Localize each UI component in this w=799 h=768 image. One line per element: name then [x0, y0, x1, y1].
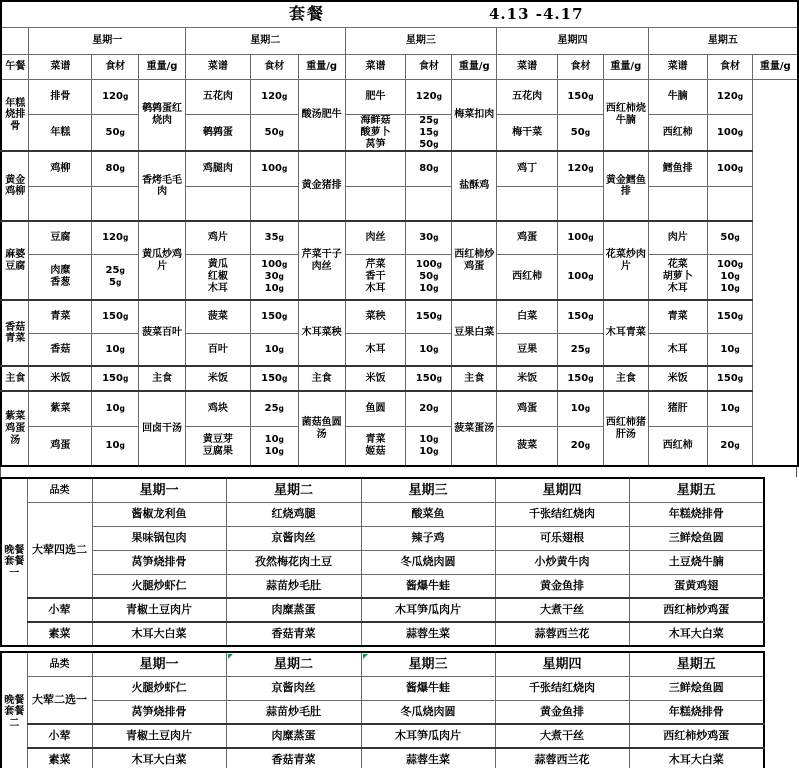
ingredient-cell: 海鲜菇 酸萝卜 莴笋 [345, 115, 406, 152]
weight-cell [406, 186, 452, 221]
ingredient-cell: 鸡柳 [29, 151, 92, 186]
ingredient-cell: 木耳 [648, 333, 707, 366]
page-title: 套餐 [288, 4, 325, 23]
date-range: 4.13 -4.17 [489, 5, 584, 23]
dish-name-cell: 西红柿烧牛腩 [603, 80, 648, 152]
table-row [1, 502, 764, 526]
dinner-dish-cell: 莴笋烧排骨 [92, 550, 226, 574]
ingredient-cell [29, 186, 92, 221]
table-row [1, 151, 798, 186]
weight-cell: 120g [406, 80, 452, 115]
weight-cell: 100g 10g 10g [707, 254, 753, 300]
lunch-col-header: 重量/g [298, 55, 345, 80]
weight-cell: 100g [558, 221, 604, 254]
table-row [1, 550, 764, 574]
weight-cell: 50g [92, 115, 139, 152]
dish-name-cell: 菌菇鱼圆汤 [298, 391, 345, 466]
lunch-table-body [1, 80, 798, 467]
weight-cell: 50g [250, 115, 298, 152]
table-row [1, 676, 764, 700]
ingredient-cell: 排骨 [29, 80, 92, 115]
ingredient-cell: 五花肉 [186, 80, 251, 115]
dinner-dish-cell: 黄金鱼排 [495, 700, 629, 724]
ingredient-cell: 西红柿 [497, 254, 558, 300]
dish-name-cell: 梅菜扣肉 [452, 80, 497, 152]
dinner-dish-cell: 木耳笋瓜肉片 [361, 598, 495, 622]
weight-cell [92, 186, 139, 221]
dinner-day-header: 星期一 [92, 652, 226, 676]
weight-cell: 120g [92, 221, 139, 254]
ingredient-cell: 肉片 [648, 221, 707, 254]
dinner-dish-cell: 西红柿炒鸡蛋 [629, 724, 764, 748]
dinner-header-row [1, 652, 764, 676]
dinner-category-cell: 素菜 [27, 748, 92, 768]
weight-cell: 150g [406, 300, 452, 333]
dish-name-cell: 西红柿炒鸡蛋 [452, 221, 497, 300]
dinner-dish-cell: 酱爆牛蛙 [361, 574, 495, 598]
dinner-dish-cell: 木耳大白菜 [629, 748, 764, 768]
weight-cell: 10g [92, 391, 139, 426]
ingredient-cell: 黄瓜 红椒 木耳 [186, 254, 251, 300]
weight-cell: 10g [92, 426, 139, 466]
dinner-day-header: 星期五 [629, 478, 764, 502]
weight-cell: 80g [406, 151, 452, 186]
lunch-col-header: 食材 [558, 55, 604, 80]
dinner-dish-cell: 可乐翅根 [495, 526, 629, 550]
lunch-col-header: 食材 [406, 55, 452, 80]
dinner-dish-cell: 京酱肉丝 [226, 676, 361, 700]
dinner-dish-cell: 蒜苗炒毛肚 [226, 574, 361, 598]
weight-cell: 50g [707, 221, 753, 254]
ingredient-cell: 青菜 姬菇 [345, 426, 406, 466]
lunch-col-header: 重量/g [753, 55, 798, 80]
dish-name-cell: 香烤毛毛肉 [139, 151, 186, 221]
dinner-dish-cell: 西红柿炒鸡蛋 [629, 598, 764, 622]
weight-cell: 30g [406, 221, 452, 254]
weight-cell: 20g [707, 426, 753, 466]
weight-cell: 150g [92, 300, 139, 333]
dinner-dish-cell: 果味锅包肉 [92, 526, 226, 550]
ingredient-cell: 菜秧 [345, 300, 406, 333]
ingredient-cell: 五花肉 [497, 80, 558, 115]
dish-name-cell: 木耳青菜 [603, 300, 648, 366]
lunch-col-header: 重量/g [139, 55, 186, 80]
dinner-dish-cell: 蛋黄鸡翅 [629, 574, 764, 598]
dinner-dish-cell: 小炒黄牛肉 [495, 550, 629, 574]
ingredient-cell: 豆果 [497, 333, 558, 366]
dinner-dish-cell: 土豆烧牛腩 [629, 550, 764, 574]
weight-cell: 100g 30g 10g [250, 254, 298, 300]
dish-name-cell: 麻婆豆腐 [1, 221, 29, 300]
dish-name-cell: 黄瓜炒鸡片 [139, 221, 186, 300]
ingredient-cell: 青菜 [29, 300, 92, 333]
table-row [1, 300, 798, 333]
ingredient-cell: 鸡块 [186, 391, 251, 426]
dish-name-cell: 主食 [139, 366, 186, 391]
weight-cell: 150g [558, 300, 604, 333]
ingredient-cell: 鱼圆 [345, 391, 406, 426]
dinner-dish-cell: 青椒土豆肉片 [92, 598, 226, 622]
ingredient-cell: 米饭 [648, 366, 707, 391]
weight-cell: 25g 5g [92, 254, 139, 300]
ingredient-cell: 芹菜 香干 木耳 [345, 254, 406, 300]
dinner-dish-cell: 肉糜蒸蛋 [226, 724, 361, 748]
ingredient-cell: 豆腐 [29, 221, 92, 254]
lunch-col-header: 食材 [250, 55, 298, 80]
weight-cell: 100g [558, 254, 604, 300]
corner-cell [1, 28, 29, 55]
table-row [1, 186, 798, 221]
dish-name-cell: 菠菜蛋汤 [452, 391, 497, 466]
weight-cell: 10g [707, 333, 753, 366]
ingredient-cell: 米饭 [186, 366, 251, 391]
weight-cell: 10g [707, 391, 753, 426]
spacer-row [0, 467, 797, 477]
ingredient-cell: 西红柿 [648, 426, 707, 466]
ingredient-cell: 年糕 [29, 115, 92, 152]
dinner-category-header: 品类 [27, 478, 92, 502]
ingredient-cell: 木耳 [345, 333, 406, 366]
dinner-dish-cell: 孜然梅花肉土豆 [226, 550, 361, 574]
weight-cell: 25g [558, 333, 604, 366]
dinner-category-cell: 大荤二选一 [27, 676, 92, 724]
weight-cell: 10g [250, 333, 298, 366]
dish-name-cell: 主食 [603, 366, 648, 391]
ingredient-cell: 肉丝 [345, 221, 406, 254]
lunch-meal-label: 午餐 [1, 55, 29, 80]
dish-name-cell: 紫菜鸡蛋汤 [1, 391, 29, 466]
weight-cell: 20g [406, 391, 452, 426]
ingredient-cell: 米饭 [345, 366, 406, 391]
weight-cell: 100g [707, 115, 753, 152]
lunch-col-header: 菜谱 [29, 55, 92, 80]
dinner-dish-cell: 酱椒龙利鱼 [92, 502, 226, 526]
table-row [1, 115, 798, 152]
table-row [1, 391, 798, 426]
ingredient-cell [345, 186, 406, 221]
dinner-dish-cell: 千张结红烧肉 [495, 502, 629, 526]
lunch-day-header: 星期三 [345, 28, 497, 55]
title-row [1, 1, 798, 28]
lunch-col-header: 重量/g [452, 55, 497, 80]
ingredient-cell: 鸡蛋 [29, 426, 92, 466]
table-row [1, 622, 764, 646]
dinner-dish-cell: 三鲜烩鱼圆 [629, 526, 764, 550]
dinner-day-header: 星期二 [226, 478, 361, 502]
lunch-col-header: 菜谱 [648, 55, 707, 80]
ingredient-cell: 鸡蛋 [497, 391, 558, 426]
table-row [1, 221, 798, 254]
table-row [1, 700, 764, 724]
ingredient-cell [186, 186, 251, 221]
dinner-dish-cell: 大煮干丝 [495, 598, 629, 622]
dinner-dish-cell: 辣子鸡 [361, 526, 495, 550]
weight-cell [558, 186, 604, 221]
dish-name-cell: 黄金鳕鱼排 [603, 151, 648, 221]
table-row [1, 254, 798, 300]
weight-cell: 100g 50g 10g [406, 254, 452, 300]
dinner-dish-cell: 木耳笋瓜肉片 [361, 724, 495, 748]
dinner-dish-cell: 蒜蓉生菜 [361, 748, 495, 768]
ingredient-cell: 紫菜 [29, 391, 92, 426]
ingredient-cell: 肥牛 [345, 80, 406, 115]
dinner-category-cell: 小荤 [27, 598, 92, 622]
weight-cell: 120g [707, 80, 753, 115]
dinner-day-header: 星期四 [495, 652, 629, 676]
dinner-dish-cell: 香菇青菜 [226, 622, 361, 646]
lunch-table-head [1, 1, 798, 80]
weight-cell: 100g [707, 151, 753, 186]
dinner-set-label: 晚餐套餐二 [1, 652, 27, 768]
ingredient-cell: 鹌鹑蛋 [186, 115, 251, 152]
ingredient-cell: 菠菜 [497, 426, 558, 466]
ingredient-cell: 肉糜 香葱 [29, 254, 92, 300]
lunch-day-header: 星期一 [29, 28, 186, 55]
ingredient-cell: 西红柿 [648, 115, 707, 152]
weight-cell: 150g [707, 366, 753, 391]
lunch-col-header-row [1, 55, 798, 80]
sheet-title-cell [1, 1, 798, 28]
table-row [1, 333, 798, 366]
dish-name-cell: 盐酥鸡 [452, 151, 497, 221]
ingredient-cell: 鸡蛋 [497, 221, 558, 254]
weight-cell: 25g [250, 391, 298, 426]
dinner-day-header: 星期五 [629, 652, 764, 676]
weight-cell: 150g [558, 366, 604, 391]
weight-cell: 20g [558, 426, 604, 466]
ingredient-cell: 鸡腿肉 [186, 151, 251, 186]
dish-name-cell: 鹌鹑蛋红烧肉 [139, 80, 186, 152]
dish-name-cell: 西红柿猪肝汤 [603, 391, 648, 466]
dinner-dish-cell: 冬瓜烧肉圆 [361, 550, 495, 574]
dinner-dish-cell: 木耳大白菜 [92, 748, 226, 768]
dinner-dish-cell: 京酱肉丝 [226, 526, 361, 550]
dinner-category-header: 品类 [27, 652, 92, 676]
ingredient-cell: 猪肝 [648, 391, 707, 426]
weight-cell: 150g [92, 366, 139, 391]
ingredient-cell: 百叶 [186, 333, 251, 366]
lunch-col-header: 菜谱 [345, 55, 406, 80]
table-row [1, 748, 764, 768]
dish-name-cell: 木耳菜秧 [298, 300, 345, 366]
weight-cell: 150g [250, 300, 298, 333]
dinner-day-header: 星期三 [361, 478, 495, 502]
weight-cell: 120g [92, 80, 139, 115]
dinner-dish-cell: 冬瓜烧肉圆 [361, 700, 495, 724]
dish-name-cell: 香菇青菜 [1, 300, 29, 366]
dish-name-cell: 回卤干汤 [139, 391, 186, 466]
dinner-dish-cell: 肉糜蒸蛋 [226, 598, 361, 622]
weight-cell: 150g [406, 366, 452, 391]
weight-cell: 10g [92, 333, 139, 366]
dinner-dish-cell: 火腿炒虾仁 [92, 574, 226, 598]
dish-name-cell: 花菜炒肉片 [603, 221, 648, 300]
dinner-day-header: 星期四 [495, 478, 629, 502]
ingredient-cell: 鸡片 [186, 221, 251, 254]
lunch-col-header: 菜谱 [497, 55, 558, 80]
ingredient-cell: 梅干菜 [497, 115, 558, 152]
dinner-dish-cell: 木耳大白菜 [629, 622, 764, 646]
dinner-dish-cell: 蒜苗炒毛肚 [226, 700, 361, 724]
lunch-col-header: 食材 [92, 55, 139, 80]
dinner-category-cell: 大荤四选二 [27, 502, 92, 598]
weight-cell: 100g [250, 151, 298, 186]
weight-cell [707, 186, 753, 221]
lunch-day-header-row [1, 28, 798, 55]
dinner-dish-cell: 火腿炒虾仁 [92, 676, 226, 700]
dinner-dish-cell: 木耳大白菜 [92, 622, 226, 646]
weight-cell: 120g [250, 80, 298, 115]
weight-cell: 10g 10g [250, 426, 298, 466]
dinner-header-row [1, 478, 764, 502]
dish-name-cell: 菠菜百叶 [139, 300, 186, 366]
weight-cell: 150g [558, 80, 604, 115]
dish-name-cell: 主食 [1, 366, 29, 391]
green-triangle-icon [363, 654, 368, 659]
dinner-dish-cell: 蒜蓉西兰花 [495, 622, 629, 646]
weight-cell: 50g [558, 115, 604, 152]
weight-cell [250, 186, 298, 221]
ingredient-cell: 米饭 [29, 366, 92, 391]
ingredient-cell: 鳕鱼排 [648, 151, 707, 186]
dish-name-cell: 主食 [452, 366, 497, 391]
table-row [1, 80, 798, 115]
table-row [1, 574, 764, 598]
ingredient-cell: 鸡丁 [497, 151, 558, 186]
ingredient-cell: 米饭 [497, 366, 558, 391]
ingredient-cell: 牛腩 [648, 80, 707, 115]
dish-name-cell: 黄金猪排 [298, 151, 345, 221]
ingredient-cell [345, 151, 406, 186]
dinner-set-2-table [0, 651, 765, 768]
dish-name-cell: 豆果白菜 [452, 300, 497, 366]
weight-cell: 10g 10g [406, 426, 452, 466]
dinner-dish-cell: 酱爆牛蛙 [361, 676, 495, 700]
dinner-category-cell: 小荤 [27, 724, 92, 748]
lunch-col-header: 食材 [707, 55, 753, 80]
green-triangle-icon [228, 654, 233, 659]
dinner-dish-cell: 红烧鸡腿 [226, 502, 361, 526]
dinner-set-1-table [0, 477, 765, 647]
dinner-dish-cell: 蒜蓉生菜 [361, 622, 495, 646]
dinner-day-header: 星期三 [361, 652, 495, 676]
ingredient-cell: 白菜 [497, 300, 558, 333]
dinner-dish-cell: 大煮干丝 [495, 724, 629, 748]
dish-name-cell: 黄金鸡柳 [1, 151, 29, 221]
ingredient-cell [648, 186, 707, 221]
weight-cell: 80g [92, 151, 139, 186]
lunch-col-header: 菜谱 [186, 55, 251, 80]
dish-name-cell: 主食 [298, 366, 345, 391]
lunch-day-header: 星期四 [497, 28, 649, 55]
weight-cell: 10g [406, 333, 452, 366]
dish-name-cell: 年糕烧排骨 [1, 80, 29, 152]
dinner-dish-cell: 黄金鱼排 [495, 574, 629, 598]
table-row [1, 526, 764, 550]
dinner-dish-cell: 蒜蓉西兰花 [495, 748, 629, 768]
table-row [1, 426, 798, 466]
weight-cell: 120g [558, 151, 604, 186]
lunch-col-header: 重量/g [603, 55, 648, 80]
dinner-dish-cell: 莴笋烧排骨 [92, 700, 226, 724]
dish-name-cell: 芹菜干子 肉丝 [298, 221, 345, 300]
dish-name-cell: 酸汤肥牛 [298, 80, 345, 152]
ingredient-cell: 香菇 [29, 333, 92, 366]
table-row [1, 724, 764, 748]
dinner-dish-cell: 三鲜烩鱼圆 [629, 676, 764, 700]
table-row [1, 366, 798, 391]
weight-cell: 10g [558, 391, 604, 426]
weight-cell: 35g [250, 221, 298, 254]
ingredient-cell: 黄豆芽 豆腐果 [186, 426, 251, 466]
ingredient-cell: 花菜 胡萝卜 木耳 [648, 254, 707, 300]
lunch-day-header: 星期二 [186, 28, 346, 55]
weight-cell: 150g [707, 300, 753, 333]
dinner-dish-cell: 青椒土豆肉片 [92, 724, 226, 748]
dinner-dish-cell: 香菇青菜 [226, 748, 361, 768]
dinner-dish-cell: 年糕烧排骨 [629, 502, 764, 526]
dinner-day-header: 星期一 [92, 478, 226, 502]
dinner-dish-cell: 年糕烧排骨 [629, 700, 764, 724]
ingredient-cell [497, 186, 558, 221]
dinner-dish-cell: 酸菜鱼 [361, 502, 495, 526]
dinner-dish-cell: 千张结红烧肉 [495, 676, 629, 700]
dinner-set-label: 晚餐套餐一 [1, 478, 27, 646]
weight-cell: 25g 15g 50g [406, 115, 452, 152]
table-row [1, 598, 764, 622]
ingredient-cell: 菠菜 [186, 300, 251, 333]
lunch-day-header: 星期五 [648, 28, 798, 55]
ingredient-cell: 青菜 [648, 300, 707, 333]
dinner-day-header: 星期二 [226, 652, 361, 676]
weight-cell: 150g [250, 366, 298, 391]
dinner-category-cell: 素菜 [27, 622, 92, 646]
